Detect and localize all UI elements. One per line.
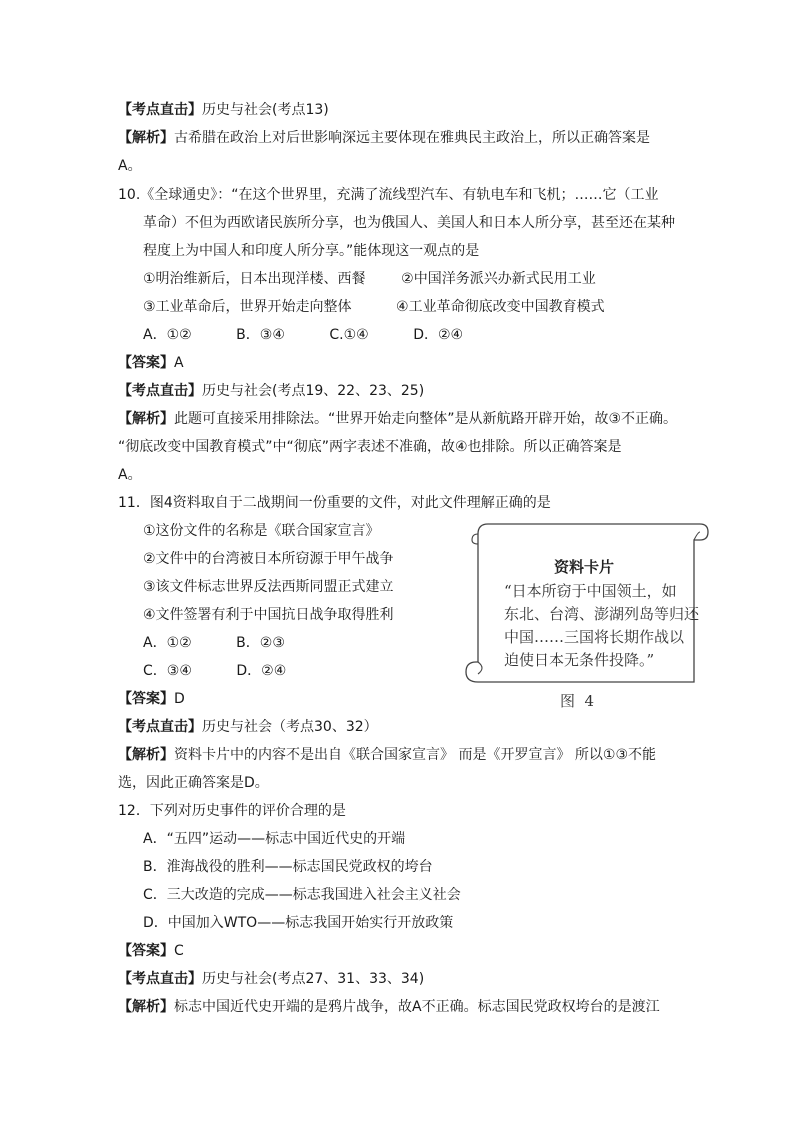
text-line: 【解析】此题可直接采用排除法。“世界开始走向整体”是从新航路开辟开始，故③不正确。 bbox=[118, 411, 678, 427]
card-quote: “日本所窃于中国领土，如 东北、台湾、澎湖列岛等归还 中国……三国将长期作战以 迫使日本无条件投降。” bbox=[504, 582, 700, 669]
question-12-stem: 12．下列对历史事件的评价合理的是 bbox=[118, 803, 346, 819]
answer-line: 【答案】C bbox=[118, 943, 184, 959]
text-line: 【考点直击】历史与社会(考点27、31、33、34) bbox=[118, 971, 425, 987]
text-line: 【解析】古希腊在政治上对后世影响深远主要体现在雅典民主政治上，所以正确答案是 bbox=[118, 130, 650, 146]
answer-line: 【答案】D bbox=[118, 691, 185, 707]
text-line: 【解析】标志中国近代史开端的是鸦片战争，故A不正确。标志国民党政权垮台的是渡江 bbox=[118, 999, 660, 1015]
text-line: 革命）不但为西欧诸民族所分享，也为俄国人、美国人和日本人所分享，甚至还在某种 bbox=[143, 215, 675, 231]
answer-options: A．①② B．③④ C.①④ D．②④ bbox=[143, 327, 464, 343]
option-line: A．“五四”运动——标志中国近代史的开端 bbox=[143, 831, 406, 847]
statement-line: ④文件签署有利于中国抗日战争取得胜利 bbox=[143, 607, 394, 623]
statement-line: ③该文件标志世界反法西斯同盟正式建立 bbox=[143, 579, 394, 595]
text-line: A。 bbox=[118, 158, 142, 174]
answer-options: A．①② B．②③ bbox=[143, 635, 285, 651]
card-title: 资料卡片 bbox=[553, 558, 614, 576]
answer-options: C．③④ D．②④ bbox=[143, 663, 287, 679]
text-line: 程度上为中国人和印度人所分享。”能体现这一观点的是 bbox=[143, 243, 480, 259]
text-line: 【考点直击】历史与社会(考点19、22、23、25) bbox=[118, 383, 425, 399]
statement-line: ①这份文件的名称是《联合国家宣言》 bbox=[143, 523, 380, 539]
option-line: D．中国加入WTO——标志我国开始实行开放政策 bbox=[143, 915, 454, 931]
text-line: A。 bbox=[118, 467, 142, 483]
data-card-figure bbox=[458, 522, 710, 686]
question-11-stem: 11．图4资料取自于二战期间一份重要的文件，对此文件理解正确的是 bbox=[118, 495, 551, 511]
option-line: C．三大改造的完成——标志我国进入社会主义社会 bbox=[143, 887, 461, 903]
text-line: 【考点直击】历史与社会（考点30、32） bbox=[118, 719, 378, 735]
question-10-stem: 10.《全球通史》：“在这个世界里，充满了流线型汽车、有轨电车和飞机；……它（工业 bbox=[118, 187, 659, 203]
statement-line: ②文件中的台湾被日本所窃源于甲午战争 bbox=[143, 551, 394, 567]
statement-line: ①明治维新后，日本出现洋楼、西餐 ②中国洋务派兴办新式民用工业 bbox=[143, 271, 596, 287]
option-line: B．淮海战役的胜利——标志国民党政权的垮台 bbox=[143, 859, 433, 875]
statement-line: ③工业革命后，世界开始走向整体 ④工业革命彻底改变中国教育模式 bbox=[143, 299, 605, 315]
text-line: 选，因此正确答案是D。 bbox=[118, 775, 269, 791]
figure-caption: 图 4 bbox=[560, 692, 595, 710]
answer-line: 【答案】A bbox=[118, 355, 184, 371]
text-line: “彻底改变中国教育模式”中“彻底”两字表述不准确，故④也排除。所以正确答案是 bbox=[118, 439, 622, 455]
text-line: 【解析】资料卡片中的内容不是出自《联合国家宣言》 而是《开罗宣言》 所以①③不能 bbox=[118, 747, 656, 763]
text-line: 【考点直击】历史与社会(考点13) bbox=[118, 102, 329, 118]
